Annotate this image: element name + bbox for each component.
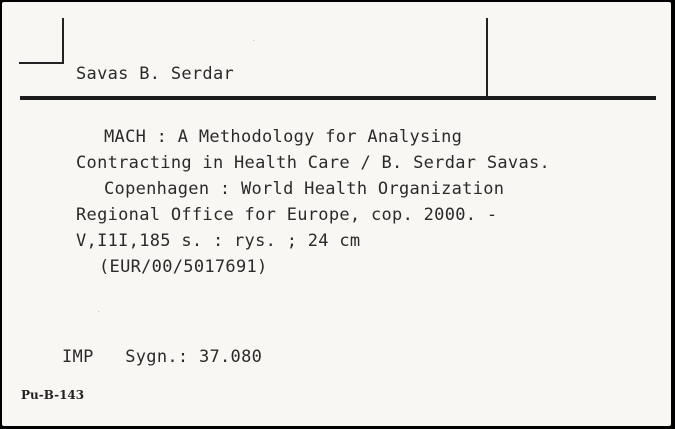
series-number-line: (EUR/00/5017691) [99, 257, 268, 277]
shelfmark-line: IMP Sygn.: 37.080 [62, 347, 263, 367]
corner-rule-horizontal [19, 62, 64, 64]
header-rule [20, 96, 656, 100]
title-line-1: MACH : A Methodology for Analysing [104, 127, 463, 147]
stamp-code: Pu-B-143 [21, 388, 85, 402]
publisher-line-2: Regional Office for Europe, cop. 2000. - [76, 205, 498, 225]
physical-description-line: V,I1I,185 s. : rys. ; 24 cm [76, 231, 361, 251]
catalog-card [2, 2, 671, 426]
title-line-2: Contracting in Health Care / B. Serdar Savas. [76, 153, 551, 173]
publisher-line-1: Copenhagen : World Health Organization [104, 179, 505, 199]
smudge-mark: · [252, 36, 256, 47]
column-rule [486, 18, 488, 98]
corner-rule-vertical [62, 18, 64, 64]
author-heading: Savas B. Serdar [76, 64, 235, 84]
smudge-mark: · [97, 307, 101, 318]
